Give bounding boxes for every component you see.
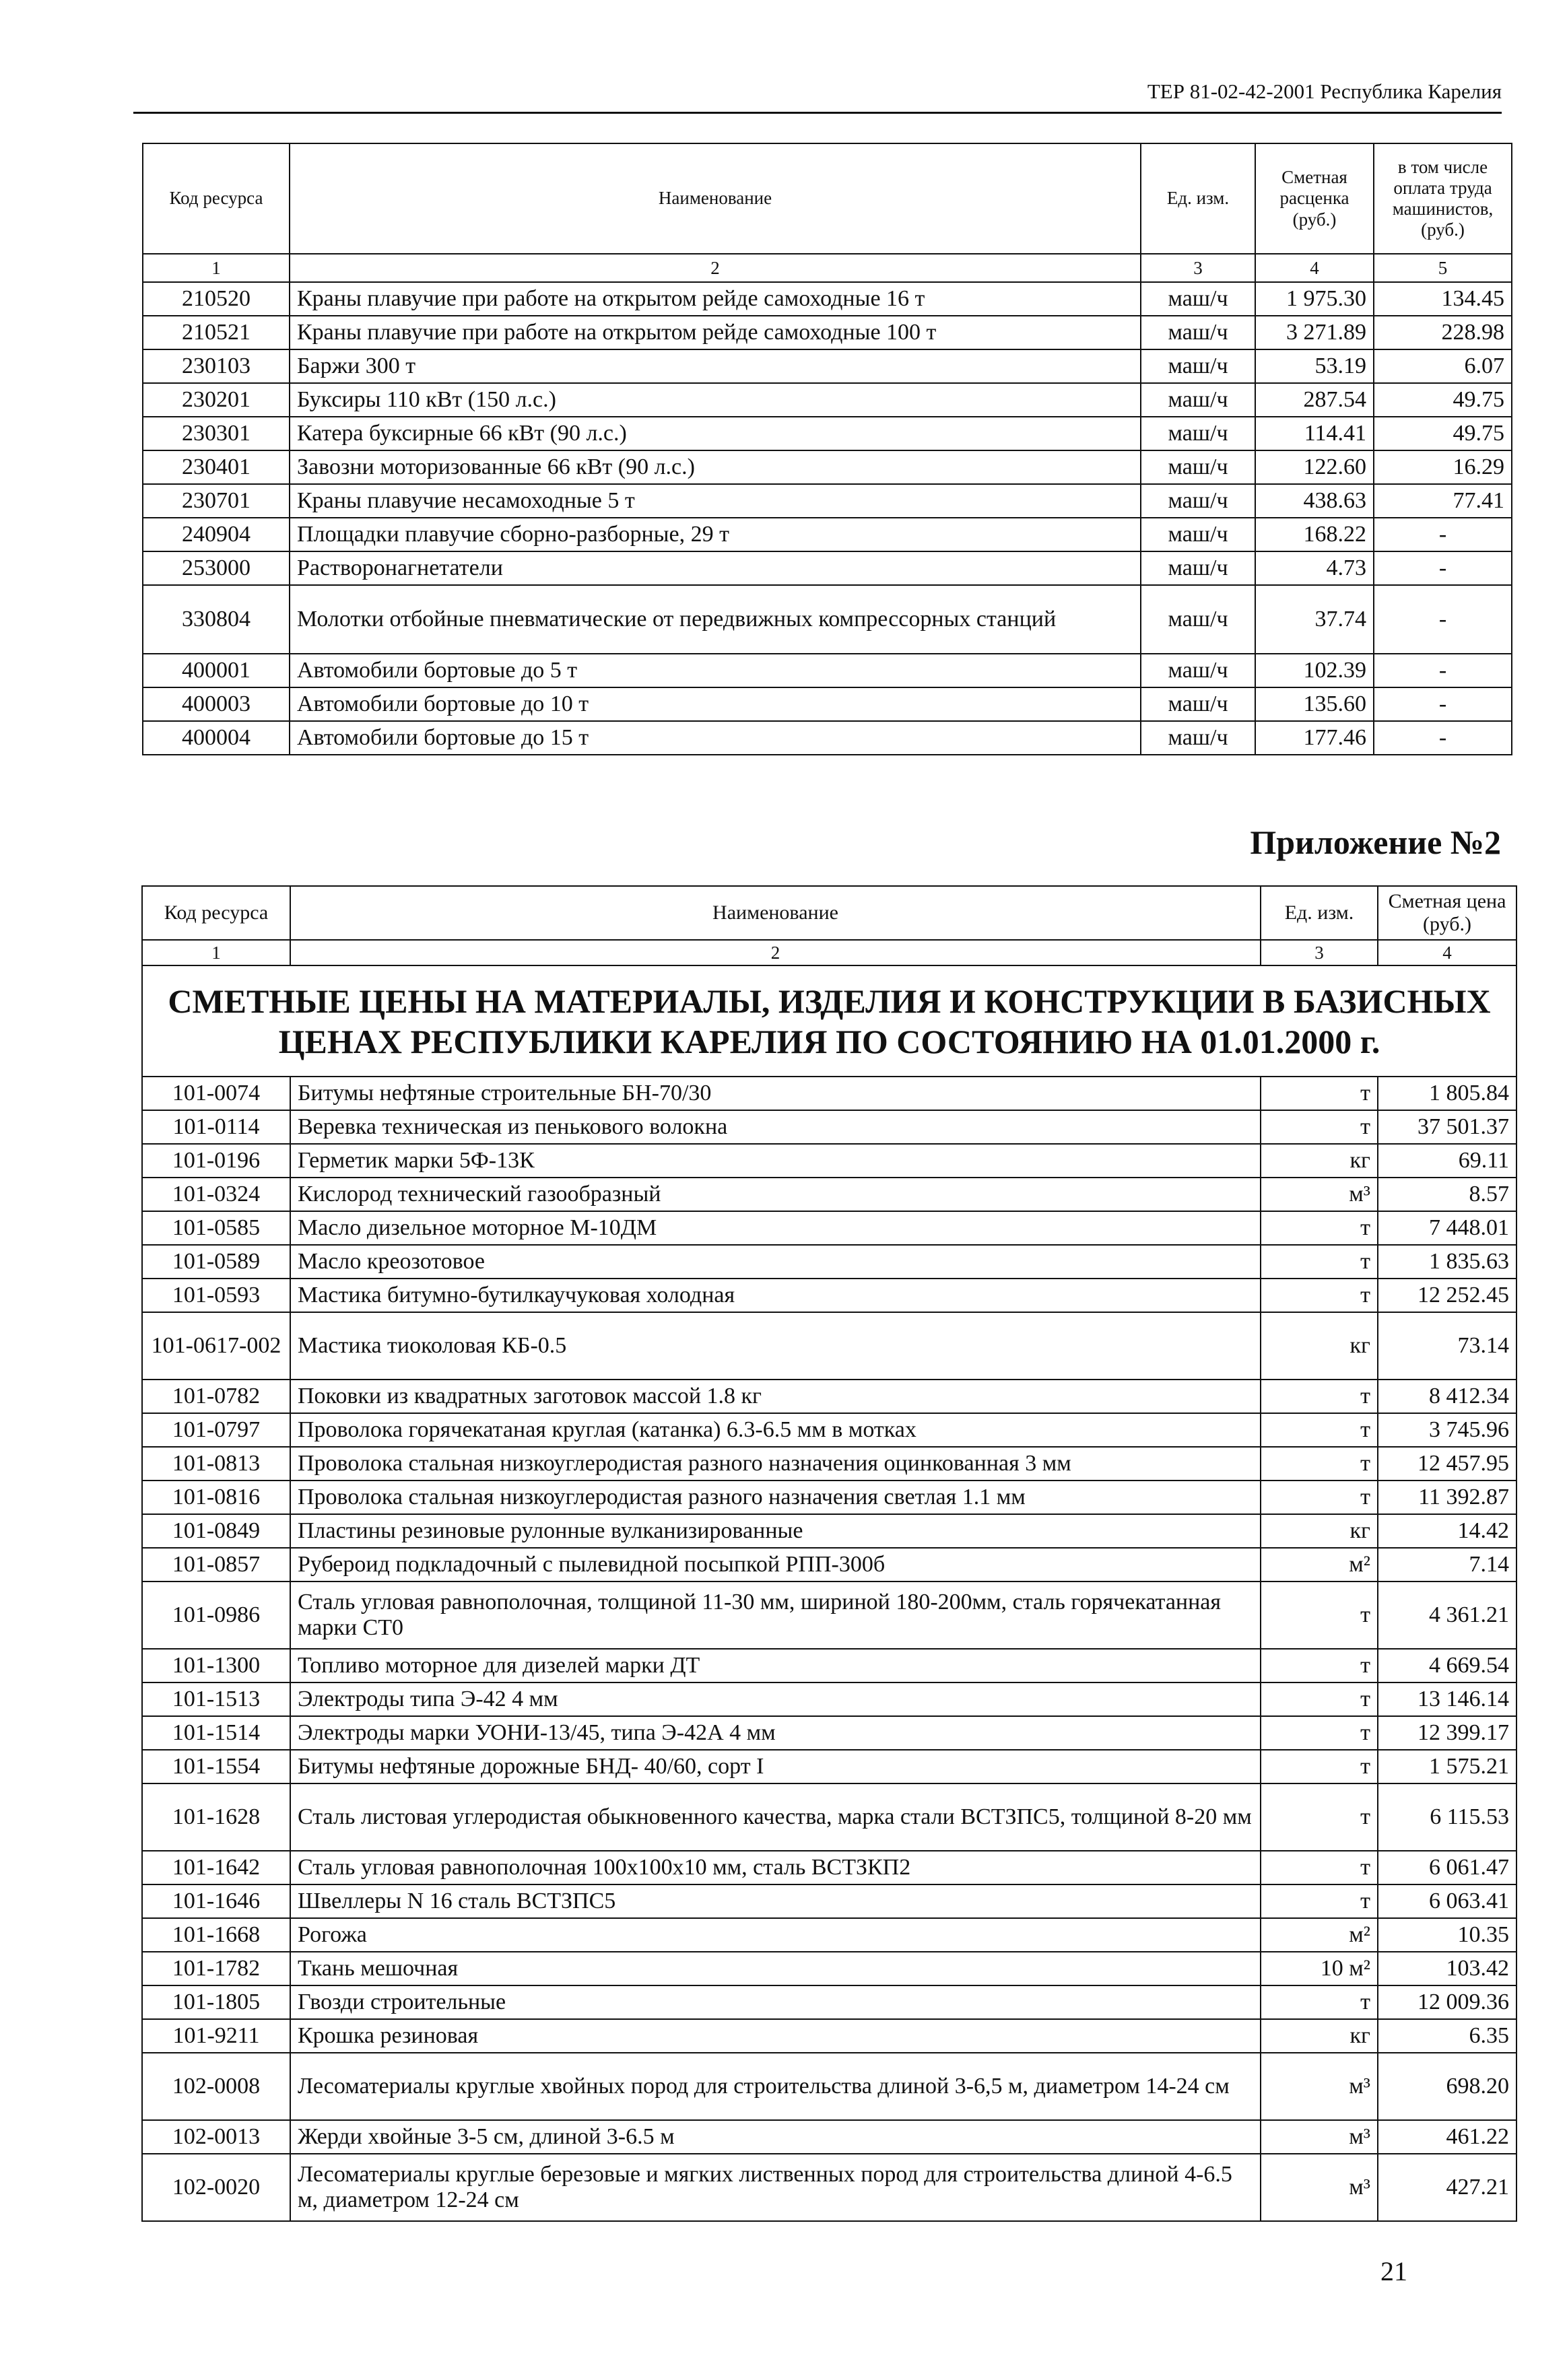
material-unit: т bbox=[1261, 1682, 1378, 1716]
resource-code: 253000 bbox=[143, 551, 290, 585]
table-row bbox=[143, 484, 1512, 518]
table-row bbox=[142, 1783, 1516, 1851]
material-unit: т bbox=[1261, 1077, 1378, 1110]
material-price: 427.21 bbox=[1378, 2154, 1516, 2221]
resource-name: Катера буксирные 66 кВт (90 л.с.) bbox=[290, 417, 1141, 450]
material-price: 1 805.84 bbox=[1378, 1077, 1516, 1110]
table-row bbox=[142, 1447, 1516, 1481]
resource-labor: - bbox=[1374, 551, 1512, 585]
material-price: 6.35 bbox=[1378, 2019, 1516, 2053]
material-price: 698.20 bbox=[1378, 2053, 1516, 2120]
resource-code: 230701 bbox=[143, 484, 290, 518]
document-header: ТЕР 81-02-42-2001 Республика Карелия bbox=[1147, 79, 1502, 103]
resource-name: Автомобили бортовые до 5 т bbox=[290, 654, 1141, 687]
resource-unit: маш/ч bbox=[1141, 417, 1255, 450]
resource-name: Завозни моторизованные 66 кВт (90 л.с.) bbox=[290, 450, 1141, 484]
material-price: 11 392.87 bbox=[1378, 1481, 1516, 1514]
material-code: 101-1628 bbox=[142, 1783, 290, 1851]
material-name: Крошка резиновая bbox=[290, 2019, 1261, 2053]
material-name: Пластины резиновые рулонные вулканизированные bbox=[290, 1514, 1261, 1548]
resource-name: Молотки отбойные пневматические от передвижных компрессорных станций bbox=[290, 585, 1141, 654]
material-name: Рубероид подкладочный с пылевидной посыпкой РПП-300б bbox=[290, 1548, 1261, 1582]
material-price: 7.14 bbox=[1378, 1548, 1516, 1582]
table-row bbox=[143, 654, 1512, 687]
material-name: Масло креозотовое bbox=[290, 1245, 1261, 1279]
material-code: 101-0813 bbox=[142, 1447, 290, 1481]
resource-name: Буксиры 110 кВт (150 л.с.) bbox=[290, 383, 1141, 417]
resource-code: 240904 bbox=[143, 518, 290, 551]
material-name: Сталь угловая равнополочная, толщиной 11-30 мм, шириной 180-200мм, сталь горячекатанная марки СТ0 bbox=[290, 1582, 1261, 1649]
resource-name: Растворонагнетатели bbox=[290, 551, 1141, 585]
material-unit: т bbox=[1261, 1851, 1378, 1884]
resource-unit: маш/ч bbox=[1141, 383, 1255, 417]
resource-code: 210520 bbox=[143, 282, 290, 316]
column-header-unit: Ед. изм. bbox=[1141, 143, 1255, 254]
material-unit: кг bbox=[1261, 1312, 1378, 1380]
material-price: 12 009.36 bbox=[1378, 1985, 1516, 2019]
column-number: 2 bbox=[290, 940, 1261, 965]
table-row bbox=[142, 1110, 1516, 1144]
material-code: 101-0585 bbox=[142, 1211, 290, 1245]
material-unit: т bbox=[1261, 1447, 1378, 1481]
material-unit: т bbox=[1261, 1649, 1378, 1682]
resource-unit: маш/ч bbox=[1141, 654, 1255, 687]
column-header-unit: Ед. изм. bbox=[1261, 886, 1378, 940]
resource-labor: 16.29 bbox=[1374, 450, 1512, 484]
column-number: 3 bbox=[1261, 940, 1378, 965]
resource-labor: 77.41 bbox=[1374, 484, 1512, 518]
table-row bbox=[142, 1985, 1516, 2019]
material-unit: т bbox=[1261, 1211, 1378, 1245]
material-code: 101-0589 bbox=[142, 1245, 290, 1279]
column-number: 3 bbox=[1141, 254, 1255, 282]
material-price: 8.57 bbox=[1378, 1178, 1516, 1211]
table-row bbox=[142, 1548, 1516, 1582]
material-price: 1 835.63 bbox=[1378, 1245, 1516, 1279]
table-row bbox=[142, 1245, 1516, 1279]
material-code: 101-0782 bbox=[142, 1380, 290, 1413]
table-row bbox=[142, 1952, 1516, 1985]
table-row bbox=[142, 1582, 1516, 1649]
table-row bbox=[142, 2154, 1516, 2221]
material-code: 101-1554 bbox=[142, 1750, 290, 1783]
resource-code: 230103 bbox=[143, 349, 290, 383]
resource-code: 400001 bbox=[143, 654, 290, 687]
resource-unit: маш/ч bbox=[1141, 518, 1255, 551]
material-code: 102-0020 bbox=[142, 2154, 290, 2221]
material-price: 6 061.47 bbox=[1378, 1851, 1516, 1884]
resource-unit: маш/ч bbox=[1141, 450, 1255, 484]
resource-price: 53.19 bbox=[1255, 349, 1374, 383]
table-row bbox=[142, 1077, 1516, 1110]
material-price: 1 575.21 bbox=[1378, 1750, 1516, 1783]
material-unit: кг bbox=[1261, 1514, 1378, 1548]
material-price: 6 063.41 bbox=[1378, 1884, 1516, 1918]
table-row bbox=[143, 282, 1512, 316]
resource-price: 4.73 bbox=[1255, 551, 1374, 585]
material-name: Электроды марки УОНИ-13/45, типа Э-42А 4 мм bbox=[290, 1716, 1261, 1750]
material-unit: т bbox=[1261, 1110, 1378, 1144]
resource-labor: 6.07 bbox=[1374, 349, 1512, 383]
material-code: 101-0593 bbox=[142, 1279, 290, 1312]
material-code: 101-0617-002 bbox=[142, 1312, 290, 1380]
resource-name: Краны плавучие при работе на открытом рейде самоходные 100 т bbox=[290, 316, 1141, 349]
resource-price: 438.63 bbox=[1255, 484, 1374, 518]
material-unit: м² bbox=[1261, 1918, 1378, 1952]
resource-price: 1 975.30 bbox=[1255, 282, 1374, 316]
resource-labor: - bbox=[1374, 654, 1512, 687]
material-name: Поковки из квадратных заготовок массой 1.8 кг bbox=[290, 1380, 1261, 1413]
resource-price: 122.60 bbox=[1255, 450, 1374, 484]
page-number: 21 bbox=[1380, 2256, 1407, 2286]
resource-unit: маш/ч bbox=[1141, 585, 1255, 654]
material-name: Гвозди строительные bbox=[290, 1985, 1261, 2019]
table-row bbox=[142, 1312, 1516, 1380]
material-price: 103.42 bbox=[1378, 1952, 1516, 1985]
resource-code: 230401 bbox=[143, 450, 290, 484]
material-code: 101-1782 bbox=[142, 1952, 290, 1985]
table-row bbox=[142, 1144, 1516, 1178]
material-name: Рогожа bbox=[290, 1918, 1261, 1952]
resource-labor: - bbox=[1374, 518, 1512, 551]
material-name: Лесоматериалы круглые березовые и мягких лиственных пород для строительства длиной 4-6.5 м, диаметром 12-24 см bbox=[290, 2154, 1261, 2221]
resource-code: 330804 bbox=[143, 585, 290, 654]
material-price: 12 399.17 bbox=[1378, 1716, 1516, 1750]
column-header-code: Код ресурса bbox=[143, 143, 290, 254]
column-number: 5 bbox=[1374, 254, 1512, 282]
material-name: Кислород технический газообразный bbox=[290, 1178, 1261, 1211]
material-code: 101-0857 bbox=[142, 1548, 290, 1582]
material-unit: м² bbox=[1261, 1548, 1378, 1582]
resource-name: Краны плавучие при работе на открытом рейде самоходные 16 т bbox=[290, 282, 1141, 316]
material-unit: т bbox=[1261, 1716, 1378, 1750]
material-code: 101-1805 bbox=[142, 1985, 290, 2019]
table-row bbox=[143, 585, 1512, 654]
table-row bbox=[142, 1649, 1516, 1682]
material-unit: кг bbox=[1261, 2019, 1378, 2053]
material-code: 101-1668 bbox=[142, 1918, 290, 1952]
material-name: Сталь листовая углеродистая обыкновенного качества, марка стали ВСТЗПС5, толщиной 8-20 мм bbox=[290, 1783, 1261, 1851]
resource-labor: 49.75 bbox=[1374, 417, 1512, 450]
resource-unit: маш/ч bbox=[1141, 687, 1255, 721]
material-code: 101-9211 bbox=[142, 2019, 290, 2053]
material-unit: т bbox=[1261, 1245, 1378, 1279]
material-name: Веревка техническая из пенькового волокна bbox=[290, 1110, 1261, 1144]
appendix-title: Приложение №2 bbox=[1250, 823, 1501, 861]
material-unit: т bbox=[1261, 1783, 1378, 1851]
column-number: 2 bbox=[290, 254, 1141, 282]
resource-name: Площадки плавучие сборно-разборные, 29 т bbox=[290, 518, 1141, 551]
table-row bbox=[143, 450, 1512, 484]
column-number: 4 bbox=[1255, 254, 1374, 282]
material-unit: т bbox=[1261, 1985, 1378, 2019]
table-row bbox=[142, 1279, 1516, 1312]
material-price: 3 745.96 bbox=[1378, 1413, 1516, 1447]
resource-price: 168.22 bbox=[1255, 518, 1374, 551]
material-price: 12 252.45 bbox=[1378, 1279, 1516, 1312]
table-row bbox=[143, 349, 1512, 383]
resource-code: 210521 bbox=[143, 316, 290, 349]
material-code: 101-0196 bbox=[142, 1144, 290, 1178]
table-row bbox=[143, 518, 1512, 551]
resource-price: 135.60 bbox=[1255, 687, 1374, 721]
table-row bbox=[142, 1851, 1516, 1884]
material-name: Масло дизельное моторное М-10ДМ bbox=[290, 1211, 1261, 1245]
table-row bbox=[142, 1514, 1516, 1548]
material-code: 102-0013 bbox=[142, 2120, 290, 2154]
material-name: Герметик марки 5Ф-13К bbox=[290, 1144, 1261, 1178]
material-code: 101-0797 bbox=[142, 1413, 290, 1447]
material-code: 101-0986 bbox=[142, 1582, 290, 1649]
table-row bbox=[143, 721, 1512, 755]
table-row bbox=[142, 1918, 1516, 1952]
resource-price: 287.54 bbox=[1255, 383, 1374, 417]
resource-code: 230301 bbox=[143, 417, 290, 450]
section-title: СМЕТНЫЕ ЦЕНЫ НА МАТЕРИАЛЫ, ИЗДЕЛИЯ И КОНСТРУКЦИИ В БАЗИСНЫХ ЦЕНАХ РЕСПУБЛИКИ КАРЕЛИЯ ПО СОСТОЯНИЮ НА 01.01.2000 г. bbox=[142, 965, 1516, 1077]
material-price: 6 115.53 bbox=[1378, 1783, 1516, 1851]
table-row bbox=[142, 1750, 1516, 1783]
material-price: 461.22 bbox=[1378, 2120, 1516, 2154]
material-code: 101-0816 bbox=[142, 1481, 290, 1514]
material-code: 101-1646 bbox=[142, 1884, 290, 1918]
material-price: 69.11 bbox=[1378, 1144, 1516, 1178]
column-header-name: Наименование bbox=[290, 886, 1261, 940]
material-name: Ткань мешочная bbox=[290, 1952, 1261, 1985]
table-row bbox=[142, 1716, 1516, 1750]
resource-name: Автомобили бортовые до 10 т bbox=[290, 687, 1141, 721]
material-name: Жерди хвойные 3-5 см, длиной 3-6.5 м bbox=[290, 2120, 1261, 2154]
resource-unit: маш/ч bbox=[1141, 484, 1255, 518]
material-unit: 10 м² bbox=[1261, 1952, 1378, 1985]
resource-unit: маш/ч bbox=[1141, 551, 1255, 585]
material-unit: т bbox=[1261, 1481, 1378, 1514]
material-code: 101-0114 bbox=[142, 1110, 290, 1144]
material-price: 37 501.37 bbox=[1378, 1110, 1516, 1144]
table-row bbox=[143, 551, 1512, 585]
material-unit: т bbox=[1261, 1884, 1378, 1918]
table-row bbox=[142, 1380, 1516, 1413]
material-name: Проволока горячекатаная круглая (катанка) 6.3-6.5 мм в мотках bbox=[290, 1413, 1261, 1447]
material-price: 73.14 bbox=[1378, 1312, 1516, 1380]
material-unit: т bbox=[1261, 1279, 1378, 1312]
material-name: Сталь угловая равнополочная 100х100х10 мм, сталь ВСТЗКП2 bbox=[290, 1851, 1261, 1884]
resource-price: 37.74 bbox=[1255, 585, 1374, 654]
material-unit: т bbox=[1261, 1750, 1378, 1783]
column-number: 1 bbox=[143, 254, 290, 282]
table-row bbox=[143, 417, 1512, 450]
table-row bbox=[142, 2019, 1516, 2053]
material-price: 7 448.01 bbox=[1378, 1211, 1516, 1245]
material-price: 10.35 bbox=[1378, 1918, 1516, 1952]
resource-price: 3 271.89 bbox=[1255, 316, 1374, 349]
column-header-price: Сметная цена (руб.) bbox=[1378, 886, 1516, 940]
resource-labor: 134.45 bbox=[1374, 282, 1512, 316]
material-unit: т bbox=[1261, 1413, 1378, 1447]
material-price: 12 457.95 bbox=[1378, 1447, 1516, 1481]
resource-price: 177.46 bbox=[1255, 721, 1374, 755]
material-name: Проволока стальная низкоуглеродистая разного назначения светлая 1.1 мм bbox=[290, 1481, 1261, 1514]
table-row bbox=[142, 2053, 1516, 2120]
table-row bbox=[142, 1884, 1516, 1918]
table-row bbox=[142, 1178, 1516, 1211]
material-price: 4 669.54 bbox=[1378, 1649, 1516, 1682]
material-code: 102-0008 bbox=[142, 2053, 290, 2120]
column-header-price: Сметная расценка (руб.) bbox=[1255, 143, 1374, 254]
material-unit: т bbox=[1261, 1582, 1378, 1649]
material-unit: м³ bbox=[1261, 2120, 1378, 2154]
resource-labor: 49.75 bbox=[1374, 383, 1512, 417]
resource-unit: маш/ч bbox=[1141, 721, 1255, 755]
table-row bbox=[143, 316, 1512, 349]
material-price: 8 412.34 bbox=[1378, 1380, 1516, 1413]
material-code: 101-1513 bbox=[142, 1682, 290, 1716]
resource-price: 114.41 bbox=[1255, 417, 1374, 450]
resource-unit: маш/ч bbox=[1141, 316, 1255, 349]
resource-labor: - bbox=[1374, 721, 1512, 755]
resource-labor: - bbox=[1374, 585, 1512, 654]
column-header-labor: в том числе оплата труда машинистов, (руб.) bbox=[1374, 143, 1512, 254]
material-name: Битумы нефтяные дорожные БНД- 40/60, сорт I bbox=[290, 1750, 1261, 1783]
material-name: Лесоматериалы круглые хвойных пород для строительства длиной 3-6,5 м, диаметром 14-24 см bbox=[290, 2053, 1261, 2120]
material-name: Проволока стальная низкоуглеродистая разного назначения оцинкованная 3 мм bbox=[290, 1447, 1261, 1481]
materials-table bbox=[141, 885, 1517, 2222]
material-unit: кг bbox=[1261, 1144, 1378, 1178]
resource-labor: 228.98 bbox=[1374, 316, 1512, 349]
column-number: 1 bbox=[142, 940, 290, 965]
material-code: 101-1300 bbox=[142, 1649, 290, 1682]
column-header-name: Наименование bbox=[290, 143, 1141, 254]
resource-price: 102.39 bbox=[1255, 654, 1374, 687]
resource-name: Автомобили бортовые до 15 т bbox=[290, 721, 1141, 755]
material-name: Швеллеры N 16 сталь ВСТЗПС5 bbox=[290, 1884, 1261, 1918]
material-name: Мастика тиоколовая КБ-0.5 bbox=[290, 1312, 1261, 1380]
resource-code: 230201 bbox=[143, 383, 290, 417]
material-code: 101-0849 bbox=[142, 1514, 290, 1548]
material-code: 101-1514 bbox=[142, 1716, 290, 1750]
material-code: 101-1642 bbox=[142, 1851, 290, 1884]
resource-unit: маш/ч bbox=[1141, 349, 1255, 383]
material-price: 13 146.14 bbox=[1378, 1682, 1516, 1716]
table-row bbox=[142, 1211, 1516, 1245]
material-price: 4 361.21 bbox=[1378, 1582, 1516, 1649]
table-row bbox=[142, 2120, 1516, 2154]
material-price: 14.42 bbox=[1378, 1514, 1516, 1548]
material-unit: м³ bbox=[1261, 2154, 1378, 2221]
material-unit: м³ bbox=[1261, 1178, 1378, 1211]
resource-unit: маш/ч bbox=[1141, 282, 1255, 316]
material-unit: т bbox=[1261, 1380, 1378, 1413]
material-name: Мастика битумно-бутилкаучуковая холодная bbox=[290, 1279, 1261, 1312]
table-row bbox=[143, 687, 1512, 721]
material-name: Битумы нефтяные строительные БН-70/30 bbox=[290, 1077, 1261, 1110]
material-code: 101-0324 bbox=[142, 1178, 290, 1211]
material-name: Электроды типа Э-42 4 мм bbox=[290, 1682, 1261, 1716]
resource-labor: - bbox=[1374, 687, 1512, 721]
table-row bbox=[143, 383, 1512, 417]
table-row bbox=[142, 1413, 1516, 1447]
header-divider bbox=[133, 112, 1502, 114]
resource-code: 400003 bbox=[143, 687, 290, 721]
material-code: 101-0074 bbox=[142, 1077, 290, 1110]
column-header-code: Код ресурса bbox=[142, 886, 290, 940]
material-name: Топливо моторное для дизелей марки ДТ bbox=[290, 1649, 1261, 1682]
resource-name: Баржи 300 т bbox=[290, 349, 1141, 383]
machines-table bbox=[142, 143, 1512, 755]
column-number: 4 bbox=[1378, 940, 1516, 965]
resource-code: 400004 bbox=[143, 721, 290, 755]
table-row bbox=[142, 1481, 1516, 1514]
material-unit: м³ bbox=[1261, 2053, 1378, 2120]
table-row bbox=[142, 1682, 1516, 1716]
resource-name: Краны плавучие несамоходные 5 т bbox=[290, 484, 1141, 518]
